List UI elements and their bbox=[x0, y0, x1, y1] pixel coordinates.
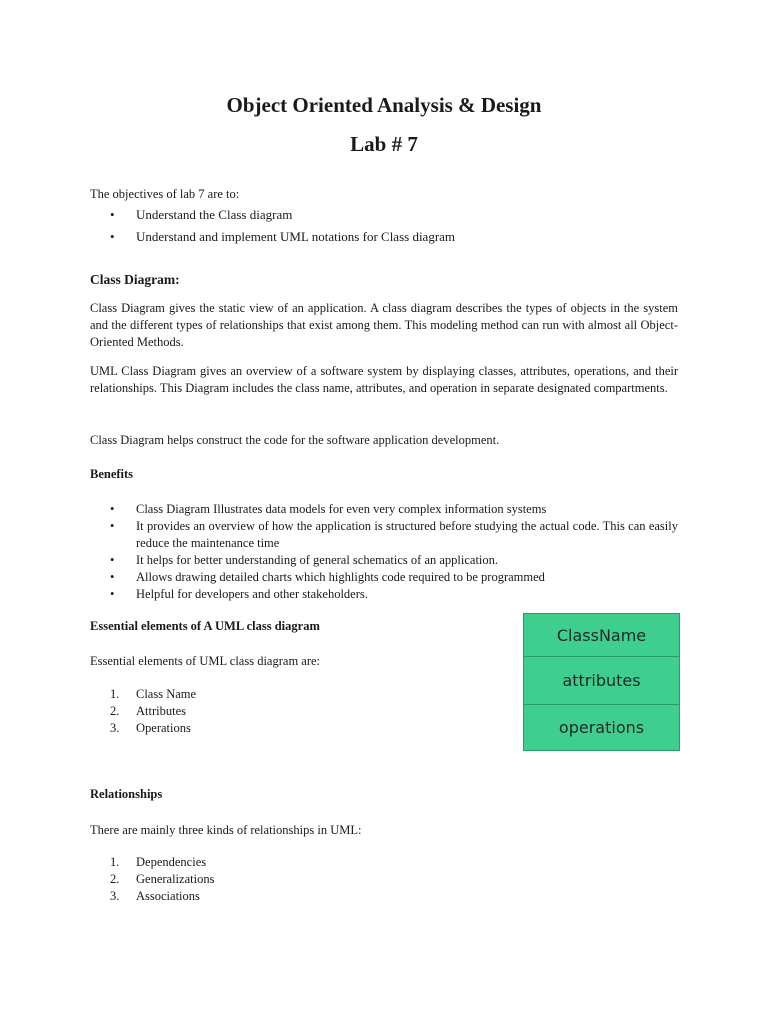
relationship-text: Associations bbox=[136, 889, 200, 903]
list-item bbox=[110, 888, 310, 905]
relationships-list bbox=[110, 854, 310, 905]
list-number: 3. bbox=[110, 721, 120, 735]
uml-operations: operations bbox=[558, 717, 645, 737]
benefits-list bbox=[110, 501, 678, 603]
objective-text: Understand and implement UML notations for Class diagram bbox=[136, 229, 456, 244]
element-text: Attributes bbox=[136, 704, 186, 718]
list-item bbox=[110, 586, 678, 603]
class-diagram-paragraph-3: Class Diagram helps construct the code for the software application development. bbox=[90, 433, 500, 447]
objectives-list bbox=[110, 204, 670, 248]
bullet: • bbox=[110, 587, 115, 601]
objective-text: Understand the Class diagram bbox=[136, 207, 293, 222]
bullet: • bbox=[110, 229, 115, 244]
uml-class-box bbox=[523, 613, 680, 751]
essential-elements-heading: Essential elements of A UML class diagram bbox=[90, 619, 320, 633]
list-number: 2. bbox=[110, 872, 120, 886]
element-text: Operations bbox=[136, 721, 191, 735]
relationship-text: Generalizations bbox=[136, 872, 215, 886]
uml-class-name: ClassName bbox=[524, 614, 679, 657]
bullet: • bbox=[110, 207, 115, 222]
relationship-text: Dependencies bbox=[136, 855, 207, 869]
bullet: • bbox=[110, 553, 115, 567]
list-number: 3. bbox=[110, 889, 120, 903]
benefit-text: Class Diagram Illustrates data models for even very complex information systems bbox=[136, 502, 547, 516]
benefits-heading: Benefits bbox=[90, 467, 134, 481]
list-number: 2. bbox=[110, 704, 120, 718]
benefit-text: Allows drawing detailed charts which highlights code required to be programmed bbox=[136, 570, 545, 584]
list-item bbox=[110, 720, 310, 737]
list-item bbox=[110, 204, 670, 226]
objectives-intro: The objectives of lab 7 are to: bbox=[90, 187, 240, 201]
class-diagram-paragraph-2: UML Class Diagram gives an overview of a software system by displaying classes, attributes, operations, and their relationships. This Diagram includes the class name, attributes, and operation in separate designated compartments. bbox=[90, 364, 678, 395]
list-item bbox=[110, 686, 310, 703]
class-diagram-paragraph-1: Class Diagram gives the static view of an application. A class diagram describes the types of objects in the system and the different types of relationships that exist among them. This modeling method can run with almost all Object-Oriented Methods. bbox=[90, 301, 678, 349]
list-item bbox=[110, 569, 678, 586]
list-item bbox=[110, 226, 670, 248]
list-item bbox=[110, 552, 678, 569]
essential-elements-list bbox=[110, 686, 310, 737]
relationships-intro: There are mainly three kinds of relationships in UML: bbox=[90, 823, 362, 837]
list-number: 1. bbox=[110, 855, 120, 869]
bullet: • bbox=[110, 502, 115, 516]
class-diagram-heading: Class Diagram: bbox=[90, 272, 180, 287]
list-item bbox=[110, 854, 310, 871]
list-item bbox=[110, 871, 310, 888]
bullet: • bbox=[110, 519, 115, 533]
document-title: Object Oriented Analysis & Design bbox=[226, 93, 542, 117]
essential-elements-intro: Essential elements of UML class diagram are: bbox=[90, 654, 321, 668]
list-item bbox=[110, 703, 310, 720]
benefit-text: Helpful for developers and other stakeholders. bbox=[136, 587, 368, 601]
relationships-heading: Relationships bbox=[90, 787, 163, 801]
bullet: • bbox=[110, 570, 115, 584]
list-number: 1. bbox=[110, 687, 120, 701]
uml-attributes: attributes bbox=[524, 656, 679, 705]
benefit-text: It provides an overview of how the application is structured before studying the actual code. This can easily reduce the maintenance time bbox=[136, 519, 678, 550]
lab-number: Lab # 7 bbox=[350, 132, 418, 156]
list-item bbox=[110, 501, 678, 518]
list-item bbox=[110, 518, 678, 552]
benefit-text: It helps for better understanding of general schematics of an application. bbox=[136, 553, 499, 567]
element-text: Class Name bbox=[136, 687, 197, 701]
